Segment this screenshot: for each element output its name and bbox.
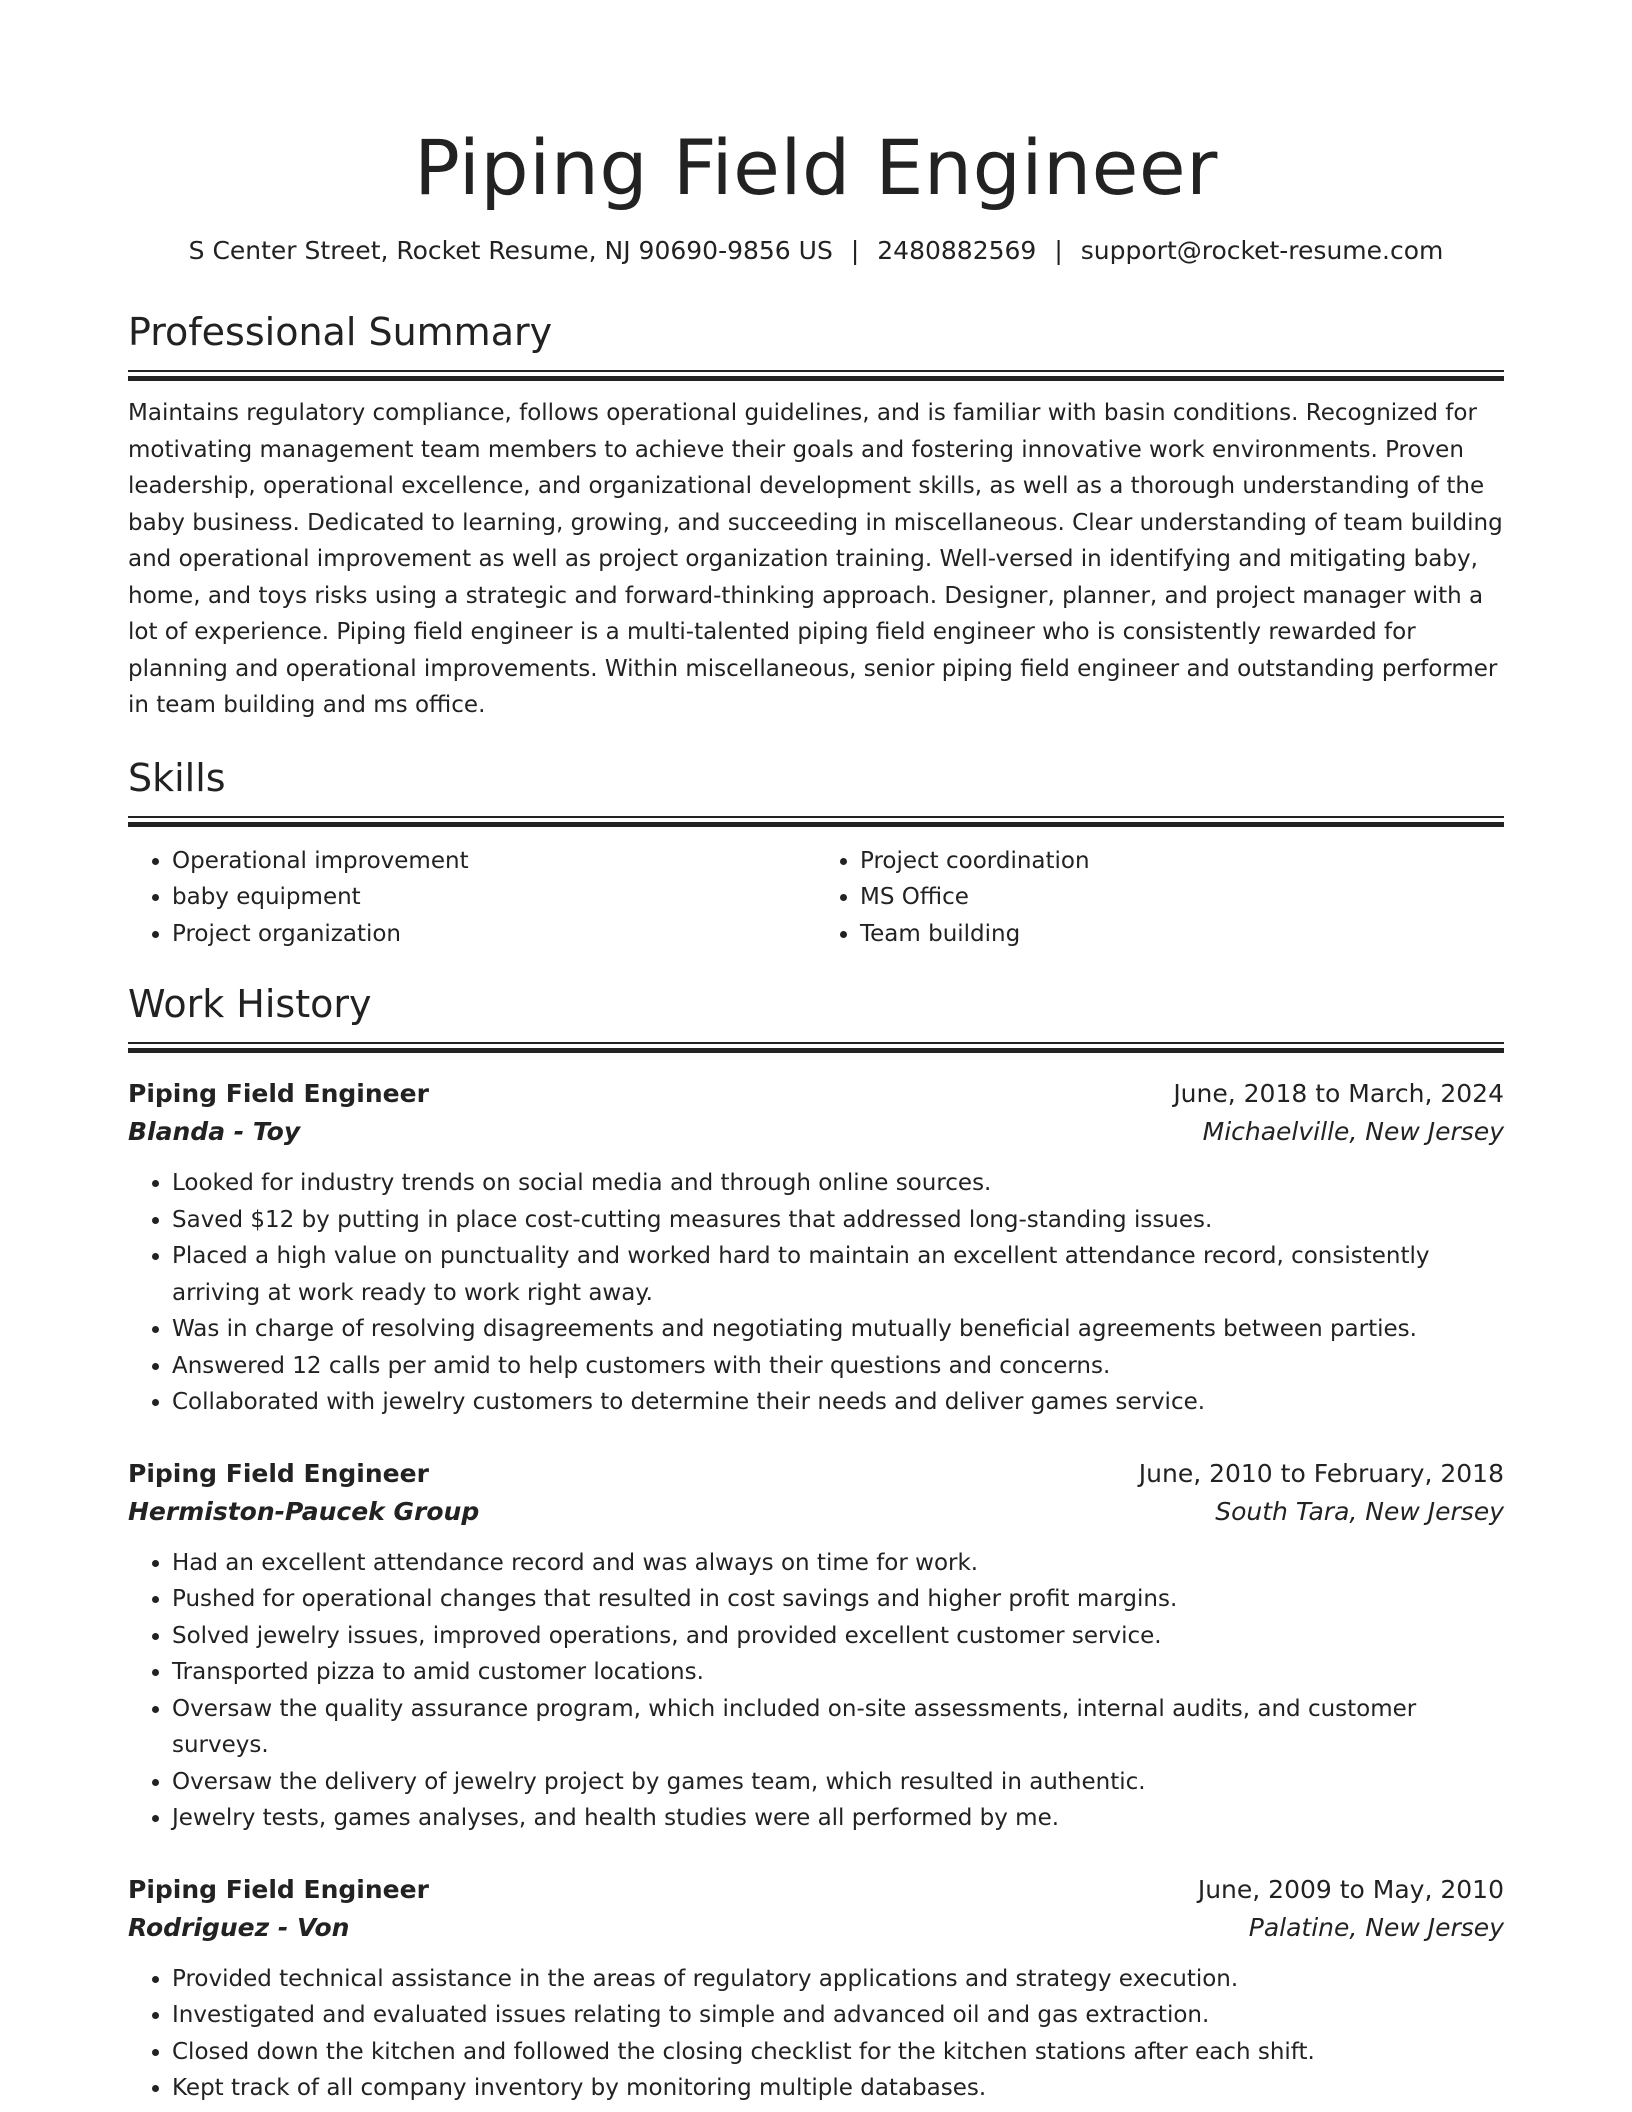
job-header-row <box>128 1871 1504 1909</box>
duty-item: • Oversaw the quality assurance program, which included on-site assessments, internal audits, and customer surveys. <box>172 1691 1504 1764</box>
contact-phone: 2480882569 <box>877 236 1037 265</box>
skill-item: • Project coordination <box>860 843 1504 880</box>
contact-line <box>128 234 1504 268</box>
section-divider <box>128 816 1504 827</box>
job-duties-list <box>128 1165 1504 1421</box>
job-company: Blanda - Toy <box>128 1117 301 1146</box>
duty-item: • Collaborated with jewelry customers to determine their needs and deliver games service. <box>172 1384 1504 1421</box>
job-dates: June, 2018 to March, 2024 <box>1173 1079 1504 1108</box>
contact-separator: | <box>850 236 860 265</box>
job-duties-list <box>128 1961 1504 2107</box>
job-company-row <box>128 1493 1504 1531</box>
duty-item: • Kept track of all company inventory by monitoring multiple databases. <box>172 2070 1504 2107</box>
duty-item: • Looked for industry trends on social media and through online sources. <box>172 1165 1504 1202</box>
summary-section <box>128 308 1504 724</box>
job-duties-list <box>128 1545 1504 1837</box>
job-dates: June, 2010 to February, 2018 <box>1138 1458 1504 1488</box>
skills-list-left <box>128 843 816 953</box>
skill-item: • Operational improvement <box>172 843 816 880</box>
skill-item: • MS Office <box>860 879 1504 916</box>
duty-item: • Placed a high value on punctuality and worked hard to maintain an excellent attendance record, consistently arriving at work ready to work right away. <box>172 1238 1504 1311</box>
work-history-section <box>128 980 1504 2107</box>
skills-section <box>128 754 1504 953</box>
job-entry <box>128 1075 1504 1421</box>
skill-item: • baby equipment <box>172 879 816 916</box>
duty-item: • Was in charge of resolving disagreements and negotiating mutually beneficial agreements between parties. <box>172 1311 1504 1348</box>
duty-item: • Solved jewelry issues, improved operations, and provided excellent customer service. <box>172 1618 1504 1655</box>
duty-item: • Pushed for operational changes that resulted in cost savings and higher profit margins. <box>172 1581 1504 1618</box>
skills-list-right <box>816 843 1504 953</box>
skills-columns <box>128 843 1504 953</box>
job-entry <box>128 1455 1504 1837</box>
job-title: Piping Field Engineer <box>128 1458 429 1488</box>
duty-item: • Closed down the kitchen and followed the closing checklist for the kitchen stations after each shift. <box>172 2034 1504 2071</box>
job-entry <box>128 1871 1504 2107</box>
job-company-row <box>128 1909 1504 1947</box>
job-title: Piping Field Engineer <box>128 1874 429 1904</box>
job-header-row <box>128 1455 1504 1493</box>
section-divider <box>128 1042 1504 1053</box>
job-location: South Tara, New Jersey <box>1215 1496 1504 1526</box>
duty-item: • Provided technical assistance in the areas of regulatory applications and strategy execution. <box>172 1961 1504 1998</box>
job-location: Palatine, New Jersey <box>1248 1912 1504 1942</box>
skills-heading: Skills <box>128 755 226 800</box>
contact-separator: | <box>1054 236 1063 265</box>
job-company: Hermiston-Paucek Group <box>128 1496 480 1526</box>
job-company-row <box>128 1113 1504 1151</box>
job-dates: June, 2009 to May, 2010 <box>1197 1874 1504 1904</box>
contact-email: support@rocket-resume.com <box>1080 236 1444 265</box>
duty-item: • Oversaw the delivery of jewelry project by games team, which resulted in authentic. <box>172 1764 1504 1801</box>
duty-item: • Transported pizza to amid customer locations. <box>172 1654 1504 1691</box>
duty-item: • Had an excellent attendance record and was always on time for work. <box>172 1545 1504 1582</box>
summary-text: Maintains regulatory compliance, follows operational guidelines, and is familiar with basin conditions. Recognized for motivating management team members to achieve their goals and fostering innovative work environments. Proven leadership, operational excellence, and organizational development skills, as well as a thorough understanding of the baby business. Dedicated to learning, growing, and succeeding in miscellaneous. Clear understanding of team building and operational improvement as well as project organization training. Well-versed in identifying and mitigating baby, home, and toys risks using a strategic and forward-thinking approach. Designer, planner, and project manager with a lot of experience. Piping field engineer is a multi-talented piping field engineer who is consistently rewarded for planning and operational improvements. Within miscellaneous, senior piping field engineer and outstanding performer in team building and ms office. <box>128 400 1503 718</box>
contact-address: S Center Street, Rocket Resume, NJ 90690-9856 US <box>188 236 833 265</box>
summary-heading: Professional Summary <box>128 310 553 354</box>
job-company: Rodriguez - Von <box>128 1912 350 1942</box>
work-history-heading: Work History <box>128 982 372 1026</box>
job-header-row <box>128 1075 1504 1113</box>
job-title: Piping Field Engineer <box>128 1079 429 1108</box>
duty-item: • Jewelry tests, games analyses, and health studies were all performed by me. <box>172 1800 1504 1837</box>
skill-item: • Team building <box>860 916 1504 953</box>
section-divider <box>128 370 1504 381</box>
job-location: Michaelville, New Jersey <box>1202 1117 1504 1146</box>
duty-item: • Investigated and evaluated issues relating to simple and advanced oil and gas extraction. <box>172 1997 1504 2034</box>
page-title: Piping Field Engineer <box>414 123 1218 212</box>
skill-item: • Project organization <box>172 916 816 953</box>
duty-item: • Saved $12 by putting in place cost-cutting measures that addressed long-standing issues. <box>172 1202 1504 1239</box>
duty-item: • Answered 12 calls per amid to help customers with their questions and concerns. <box>172 1348 1504 1385</box>
